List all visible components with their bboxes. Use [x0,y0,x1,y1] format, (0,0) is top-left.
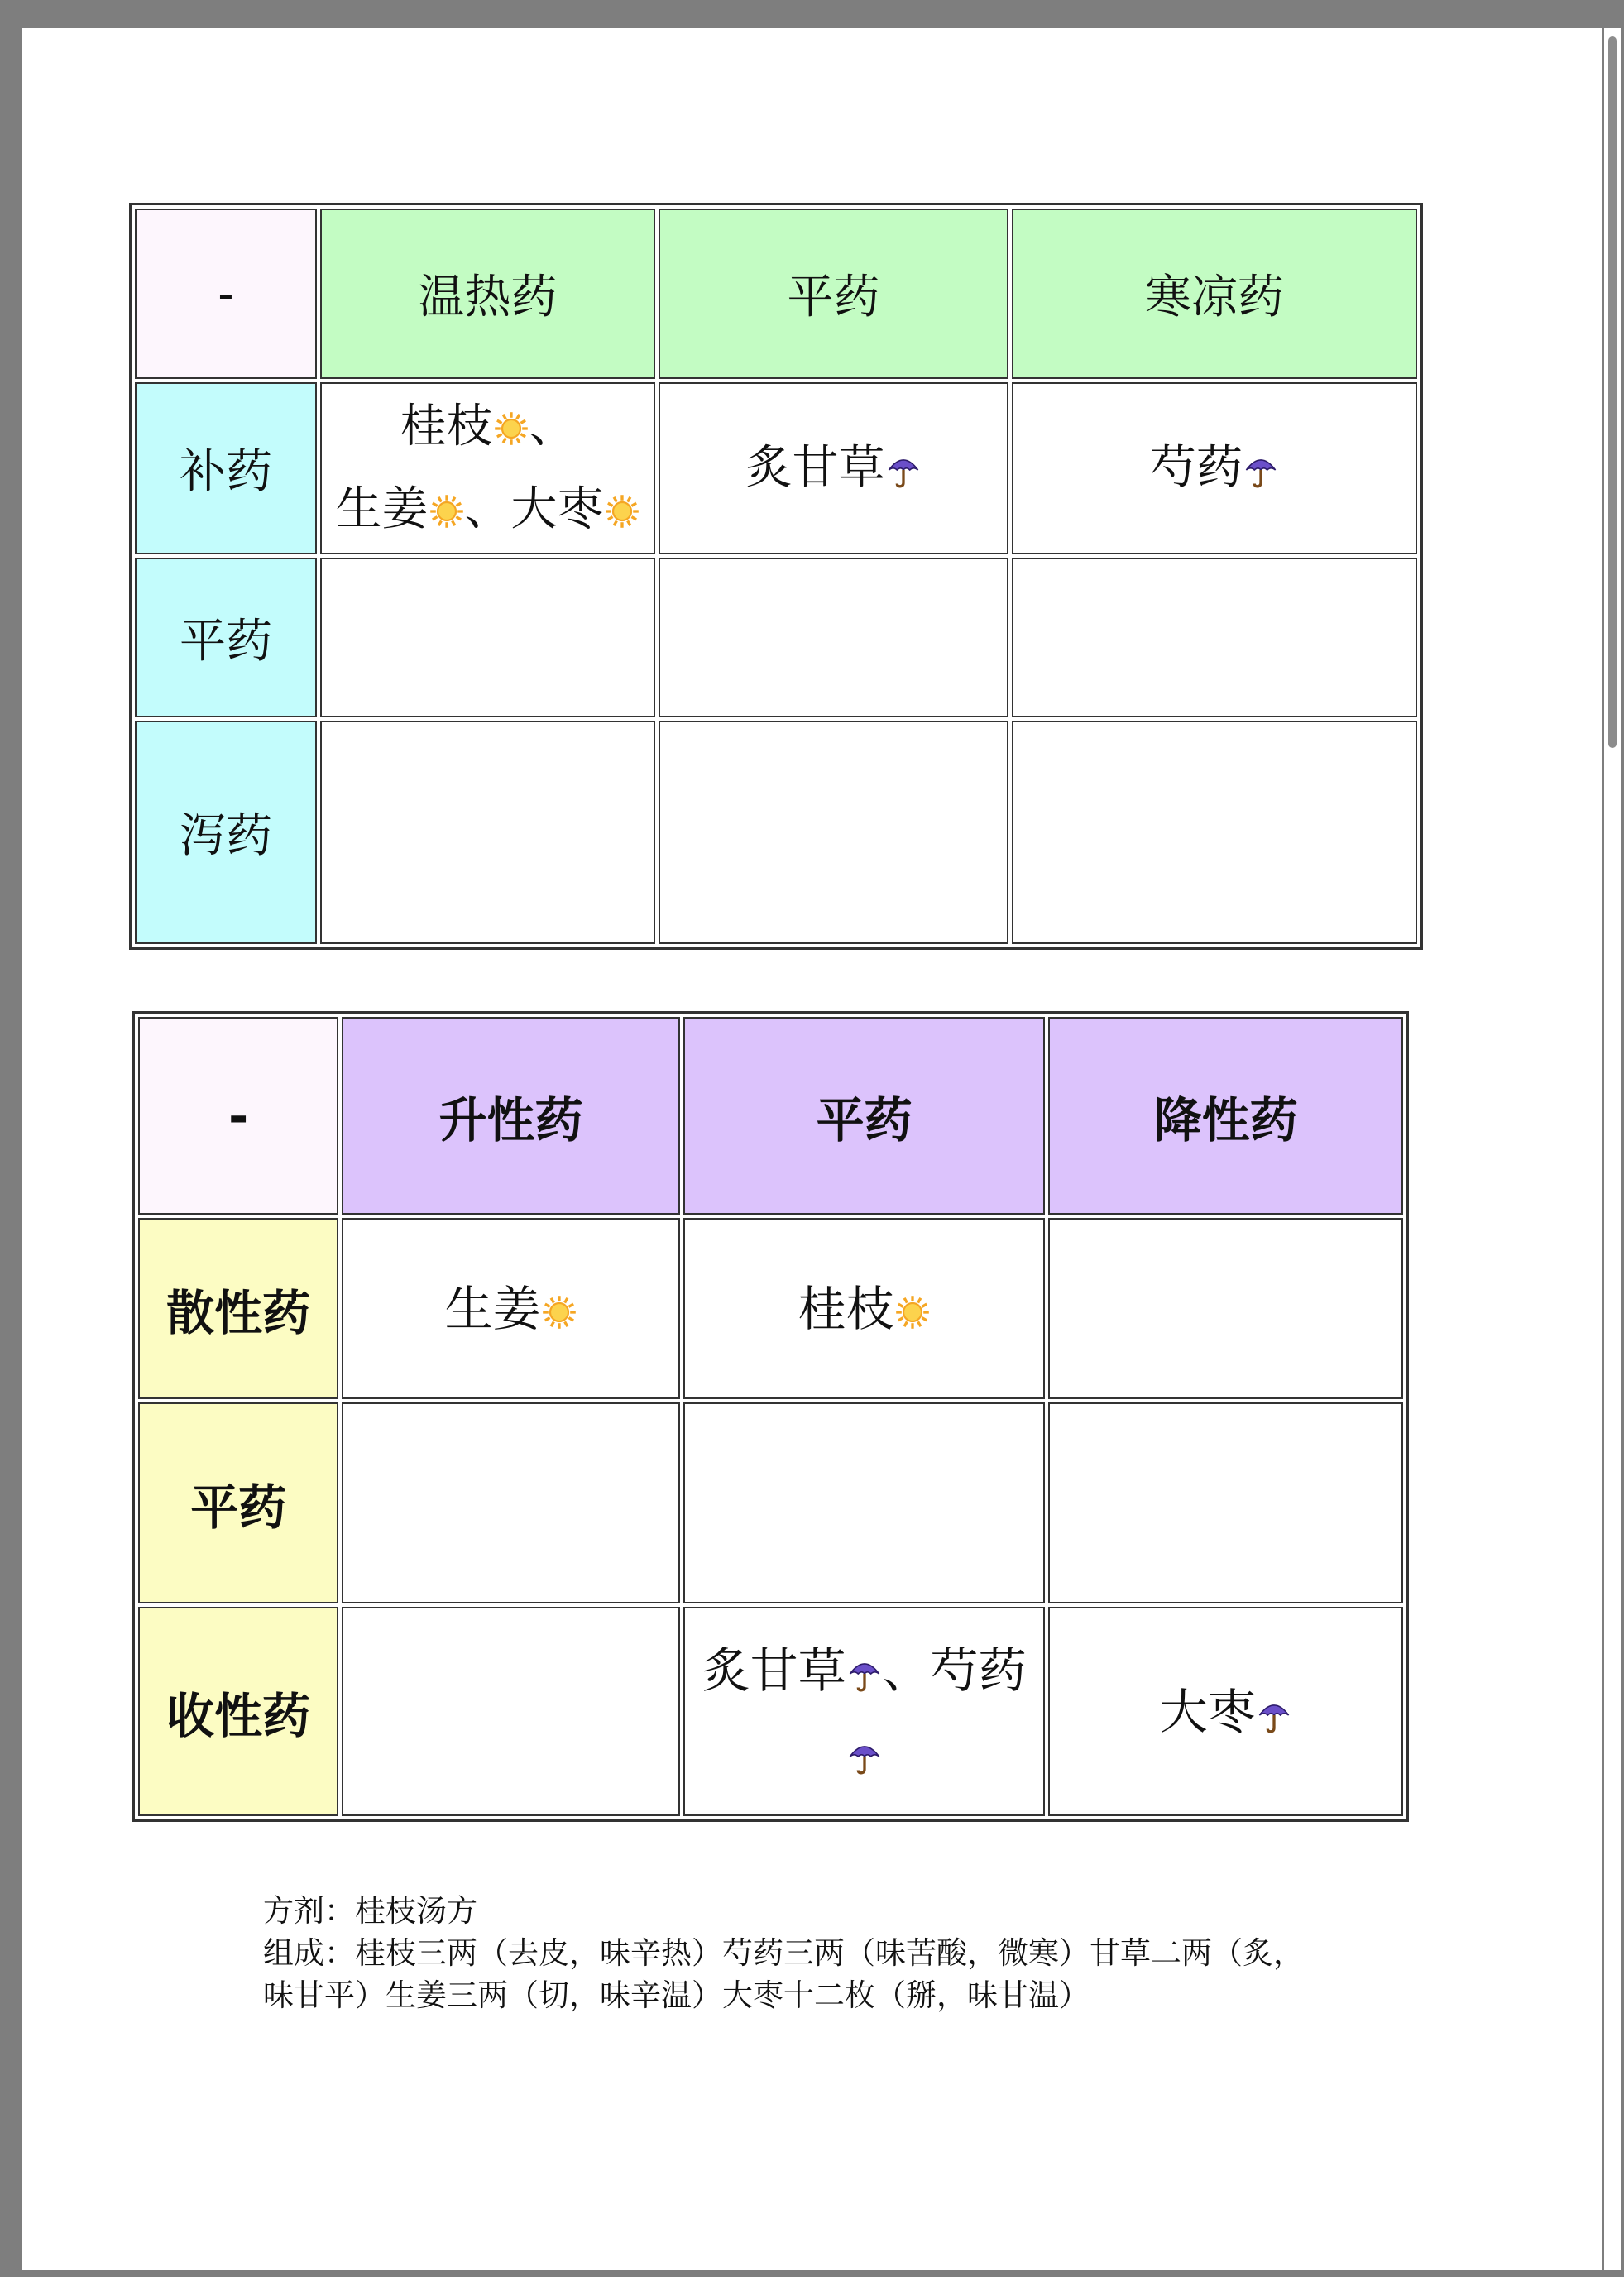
sun-icon [429,493,465,530]
table1-row-tonic [135,382,1417,554]
table2-cell [1048,1402,1403,1603]
herb-name: 炙甘草 [745,441,885,495]
table2-header-neutral: 平药 [683,1017,1046,1215]
ascend-descend-herb-table [132,1011,1409,1822]
warm-cold-herb-table [129,203,1423,950]
table1-header-warm: 温热药 [320,209,655,379]
herb-name: 、 [529,400,576,453]
table1-cell [320,382,655,554]
formula-name: 方剂：桂枝汤方 [263,1893,477,1929]
table1-cell [659,382,1008,554]
table2-cell [683,1607,1046,1816]
sun-icon [493,410,529,447]
sun-icon [604,493,640,530]
table1-corner: - [135,209,317,379]
table2-cell [342,1218,680,1399]
table2-header-row [138,1017,1403,1215]
table1-cell [659,558,1008,717]
cell-text-line [1050,1671,1401,1753]
herb-name: 、大枣 [464,482,604,536]
table2-row-astringent [138,1607,1403,1816]
table1-row-purge [135,721,1417,944]
table1-cell [320,558,655,717]
umbrella-icon [1243,452,1279,488]
table1-row-label: 泻药 [135,721,317,944]
table2-cell [342,1607,680,1816]
formula-composition-line2: 味甘平）生姜三两（切，味辛温）大枣十二枚（掰，味甘温） [263,1977,1090,2013]
herb-name: 炙甘草 [702,1642,846,1699]
table1-cell [1012,558,1417,717]
herb-name: 大枣 [1159,1683,1256,1740]
umbrella-icon [846,1656,883,1692]
table2-corner: - [138,1017,338,1215]
herb-name: 、芍药 [882,1642,1027,1699]
table2-row-dispersing [138,1218,1403,1399]
sun-icon [894,1294,931,1330]
umbrella-icon [846,1738,883,1775]
table1-header-row [135,209,1417,379]
scrollbar-thumb[interactable] [1608,36,1617,748]
table2-cell [1048,1218,1403,1399]
herb-name: 桂枝 [400,400,493,453]
cell-text-line [343,1268,678,1350]
table1-header-neutral: 平药 [659,209,1008,379]
umbrella-icon [1256,1697,1292,1733]
table2-cell [683,1218,1046,1399]
vertical-scrollbar[interactable] [1604,28,1621,2270]
table2-header-ascending: 升性药 [342,1017,680,1215]
cell-text-line [685,1629,1044,1795]
herb-name: 生姜 [444,1280,541,1337]
document-page [22,28,1602,2270]
cell-text-line [322,468,654,551]
herb-name: 桂枝 [798,1280,894,1337]
table1-row-neutral [135,558,1417,717]
cell-text-line [322,386,654,468]
table1-header-cold: 寒凉药 [1012,209,1417,379]
sun-icon [541,1294,577,1330]
table1-cell [1012,382,1417,554]
table1-row-label: 补药 [135,382,317,554]
table2-header-descending: 降性药 [1048,1017,1403,1215]
table1-cell [320,721,655,944]
table2-row-neutral [138,1402,1403,1603]
table1-row-label: 平药 [135,558,317,717]
table2-cell [683,1402,1046,1603]
table2-row-label: 平药 [138,1402,338,1603]
umbrella-icon [885,452,922,488]
table2-cell [1048,1607,1403,1816]
table1-cell [1012,721,1417,944]
table2-row-label: 收性药 [138,1607,338,1816]
cell-text-line [660,427,1007,510]
herb-name: 芍药 [1150,441,1243,495]
formula-composition-line1: 组成：桂枝三两（去皮，味辛热）芍药三两（味苦酸，微寒）甘草二两（炙， [263,1935,1304,1971]
cell-text-line [685,1268,1044,1350]
table1-cell [659,721,1008,944]
table2-cell [342,1402,680,1603]
formula-note [263,1890,1421,2016]
herb-name: 生姜 [335,482,429,536]
cell-text-line [1013,427,1416,510]
table2-row-label: 散性药 [138,1218,338,1399]
